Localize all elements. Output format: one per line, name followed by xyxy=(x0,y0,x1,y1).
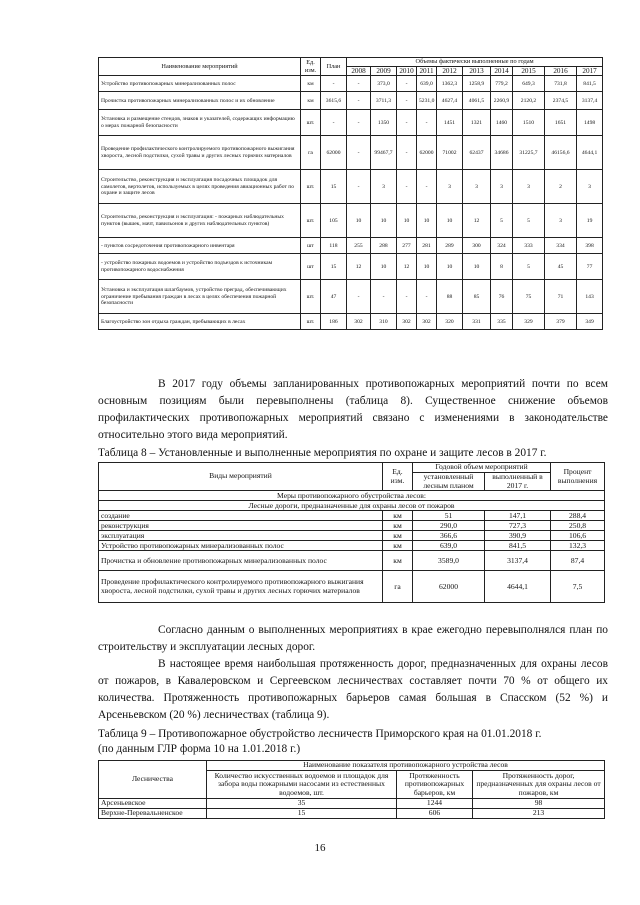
year-value: 289 xyxy=(437,238,463,254)
measure-name: Установка и эксплуатация шлагбаумов, устройство преград, обеспечивающих ограничение пребывания граждан в лесах в целях обеспечения пожарной безопасности xyxy=(99,280,301,314)
measure-plan: 47 xyxy=(321,280,347,314)
year-value: 12 xyxy=(397,254,417,280)
forestry-barriers: 606 xyxy=(397,809,473,819)
year-value: 5 xyxy=(513,204,545,238)
activity-set: 366,6 xyxy=(413,531,485,541)
table-row xyxy=(99,521,605,531)
year-value: 71 xyxy=(545,280,577,314)
year-value: 334 xyxy=(545,238,577,254)
year-value: 5231,0 xyxy=(417,92,437,110)
activity-done: 147,1 xyxy=(485,511,551,521)
year-value: 324 xyxy=(491,238,513,254)
year-value: 45 xyxy=(545,254,577,280)
year-value: 10 xyxy=(437,254,463,280)
year-value: 2120,2 xyxy=(513,92,545,110)
year-value: 1451 xyxy=(437,110,463,136)
year-value: - xyxy=(347,280,371,314)
measure-unit: шт xyxy=(301,254,321,280)
year-value: 8 xyxy=(491,254,513,280)
year-value: 2374,5 xyxy=(545,92,577,110)
t8-header-name: Виды мероприятий xyxy=(99,463,383,491)
table-row xyxy=(99,238,603,254)
table-9-caption: Таблица 9 – Противопожарное обустройство лесничеств Приморского края на 01.01.2018 г. xyxy=(98,728,542,740)
activity-unit: км xyxy=(383,551,413,571)
paragraph-roads-plan: Согласно данным о выполненных мероприятиях в крае ежегодно перевыполнялся план по строительству и эксплуатации лесных дорог. xyxy=(98,624,608,653)
year-value: 379 xyxy=(545,314,577,330)
table-row xyxy=(99,92,603,110)
year-value: 731,8 xyxy=(545,76,577,92)
year-value: 331 xyxy=(463,314,491,330)
measure-name: Прочистка противопожарных минерализованных полос и их обновление xyxy=(99,92,301,110)
activity-percent: 250,8 xyxy=(551,521,605,531)
measure-plan: 15 xyxy=(321,170,347,204)
year-value: 302 xyxy=(417,314,437,330)
year-value: - xyxy=(347,92,371,110)
year-value: 398 xyxy=(577,238,603,254)
year-value: 19 xyxy=(577,204,603,238)
t8-header-percent: Процент выполнения xyxy=(551,463,605,491)
measure-plan: - xyxy=(321,110,347,136)
year-header: 2017 xyxy=(577,67,603,76)
header-actual: Объемы фактически выполненные по годам xyxy=(347,58,603,67)
year-value: 1651 xyxy=(545,110,577,136)
measure-plan: - xyxy=(321,76,347,92)
year-value: 62437 xyxy=(463,136,491,170)
year-value: 349 xyxy=(577,314,603,330)
forestry-roads: 213 xyxy=(473,809,605,819)
table-row xyxy=(99,571,605,603)
t9-header-forestry: Лесничества xyxy=(99,761,207,799)
year-value: - xyxy=(347,110,371,136)
activity-unit: км xyxy=(383,521,413,531)
year-header: 2011 xyxy=(417,67,437,76)
measure-unit: шт. xyxy=(301,110,321,136)
activity-done: 4644,1 xyxy=(485,571,551,603)
year-value: 3711,3 xyxy=(371,92,397,110)
year-value: 99467,7 xyxy=(371,136,397,170)
activity-percent: 288,4 xyxy=(551,511,605,521)
year-value: 277 xyxy=(397,238,417,254)
forestry-ponds: 35 xyxy=(207,799,397,809)
table-row xyxy=(99,314,603,330)
table-row xyxy=(99,511,605,521)
activity-name: создание xyxy=(99,511,383,521)
measure-plan: 186 xyxy=(321,314,347,330)
year-value: 4644,1 xyxy=(577,136,603,170)
year-value: 75 xyxy=(513,280,545,314)
year-value: 639,0 xyxy=(417,76,437,92)
activity-set: 62000 xyxy=(413,571,485,603)
measure-unit: шт. xyxy=(301,170,321,204)
year-value: 3 xyxy=(371,170,397,204)
measure-unit: шт. xyxy=(301,204,321,238)
paragraph-2017-overview: В 2017 году объемы запланированных противопожарных мероприятий почти по всем основным позициям были перевыполнены (таблица 8). Существенное снижение объемов профилактических противопожарных мероприятий связано с изменениями в законодательстве относительно этого вида мероприятий. xyxy=(98,378,608,441)
measure-unit: га xyxy=(301,136,321,170)
measure-unit: км xyxy=(301,76,321,92)
table-row xyxy=(99,799,605,809)
year-value: 320 xyxy=(437,314,463,330)
year-value: 1510 xyxy=(513,110,545,136)
year-header: 2014 xyxy=(491,67,513,76)
paragraph-road-lengths: В настоящее время наибольшая протяженность дорог, предназначенных для охраны лесов от пожаров, в Кавалеровском и Сергеевском лесничествах составляет почти 70 % от общего их количества. Протяженность противопожарных барьеров самая большая в Спасском (52 %) и Арсеньевском (20 %) лесничествах (таблица 9). xyxy=(98,658,608,721)
measure-unit: шт xyxy=(301,238,321,254)
year-value: - xyxy=(417,110,437,136)
table-8-caption: Таблица 8 – Установленные и выполненные мероприятия по охране и защите лесов в 2017 г. xyxy=(98,447,547,459)
year-value: 10 xyxy=(417,254,437,280)
activity-done: 3137,4 xyxy=(485,551,551,571)
year-value: 62000 xyxy=(417,136,437,170)
activity-name: эксплуатация xyxy=(99,531,383,541)
year-header: 2010 xyxy=(397,67,417,76)
year-value: 3 xyxy=(545,204,577,238)
year-value: 85 xyxy=(463,280,491,314)
year-value: 3 xyxy=(437,170,463,204)
measure-plan: 15 xyxy=(321,254,347,280)
year-value: 288 xyxy=(371,238,397,254)
year-value: - xyxy=(397,110,417,136)
activity-percent: 132,3 xyxy=(551,541,605,551)
t8-header-annual: Годовой объем мероприятий xyxy=(413,463,551,473)
t8-header-unit: Ед. изм. xyxy=(383,463,413,491)
table-row xyxy=(99,110,603,136)
activity-set: 3589,0 xyxy=(413,551,485,571)
year-value: - xyxy=(347,136,371,170)
table-row xyxy=(99,170,603,204)
year-value: - xyxy=(347,170,371,204)
measure-name: - устройство пожарных водоемов и устройство подъездов к источникам противопожарного водоснабжения xyxy=(99,254,301,280)
page-number: 16 xyxy=(314,842,326,854)
year-value: 10 xyxy=(371,204,397,238)
measure-name: Устройство противопожарных минерализованных полос xyxy=(99,76,301,92)
year-header: 2015 xyxy=(513,67,545,76)
year-value: 10 xyxy=(437,204,463,238)
t9-header-indicator: Наименование показателя противопожарного устройства лесов xyxy=(207,761,605,771)
year-value: 333 xyxy=(513,238,545,254)
activity-percent: 87,4 xyxy=(551,551,605,571)
measure-unit: шт. xyxy=(301,314,321,330)
forestry-ponds: 15 xyxy=(207,809,397,819)
activity-unit: км xyxy=(383,511,413,521)
table-row xyxy=(99,531,605,541)
t8-section: Меры противопожарного обустройства лесов: xyxy=(99,491,605,501)
year-value: 1350 xyxy=(371,110,397,136)
t8-subsection: Лесные дороги, предназначенные для охраны лесов от пожаров xyxy=(99,501,605,511)
measure-plan: 118 xyxy=(321,238,347,254)
t8-header-done: выполненный в 2017 г. xyxy=(485,473,551,491)
year-value: 310 xyxy=(371,314,397,330)
year-value: 88 xyxy=(437,280,463,314)
header-name: Наименование мероприятий xyxy=(99,58,301,76)
activity-done: 841,5 xyxy=(485,541,551,551)
activity-name: Устройство противопожарных минерализованных полос xyxy=(99,541,383,551)
year-value: 77 xyxy=(577,254,603,280)
forestry-name: Верхне-Перевальненское xyxy=(99,809,207,819)
year-value: 335 xyxy=(491,314,513,330)
year-value: 71002 xyxy=(437,136,463,170)
activity-unit: км xyxy=(383,531,413,541)
activity-name: Проведение профилактического контролируемого противопожарного выжигания хвороста, лесной подстилки, сухой травы и других лесных горючих материалов xyxy=(99,571,383,603)
year-header: 2013 xyxy=(463,67,491,76)
year-value: 281 xyxy=(417,238,437,254)
activity-percent: 106,6 xyxy=(551,531,605,541)
activity-set: 639,0 xyxy=(413,541,485,551)
year-value: 1321 xyxy=(463,110,491,136)
forestry-name: Арсеньевское xyxy=(99,799,207,809)
year-header: 2012 xyxy=(437,67,463,76)
activity-set: 51 xyxy=(413,511,485,521)
table-row xyxy=(99,136,603,170)
year-header: 2008 xyxy=(347,67,371,76)
measure-plan: 105 xyxy=(321,204,347,238)
year-value: 10 xyxy=(417,204,437,238)
year-value: - xyxy=(397,92,417,110)
year-value: - xyxy=(417,170,437,204)
year-value: 46156,6 xyxy=(545,136,577,170)
t9-header-barriers: Протяженность противопожарных барьеров, км xyxy=(397,771,473,799)
year-value: - xyxy=(397,170,417,204)
activity-unit: га xyxy=(383,571,413,603)
table-row xyxy=(99,809,605,819)
forest-fire-measures-by-year-table xyxy=(98,57,603,330)
activity-done: 727,3 xyxy=(485,521,551,531)
forestry-barriers: 1244 xyxy=(397,799,473,809)
year-value: 12 xyxy=(463,204,491,238)
activity-name: Прочистка и обновление противопожарных минерализованных полос xyxy=(99,551,383,571)
year-value: - xyxy=(371,280,397,314)
year-value: 31225,7 xyxy=(513,136,545,170)
measure-name: Проведение профилактического контролируемого противопожарного выжигания хвороста, лесной подстилки, сухой травы и других лесных горючих материалов xyxy=(99,136,301,170)
year-value: 3 xyxy=(491,170,513,204)
year-value: 779,2 xyxy=(491,76,513,92)
table-row xyxy=(99,76,603,92)
year-value: 5 xyxy=(491,204,513,238)
year-value: 10 xyxy=(463,254,491,280)
year-value: 10 xyxy=(347,204,371,238)
activity-set: 290,0 xyxy=(413,521,485,531)
year-value: 10 xyxy=(397,204,417,238)
activity-unit: км xyxy=(383,541,413,551)
year-value: 4061,5 xyxy=(463,92,491,110)
measure-plan: 62000 xyxy=(321,136,347,170)
year-value: 1258,9 xyxy=(463,76,491,92)
t9-header-roads: Протяженность дорог, предназначенных для охраны лесов от пожаров, км xyxy=(473,771,605,799)
year-value: 302 xyxy=(397,314,417,330)
measure-unit: км xyxy=(301,92,321,110)
year-value: 649,3 xyxy=(513,76,545,92)
measure-name: Строительство, реконструкция и эксплуатация: - пожарных наблюдательных пунктов (вышек, мачт, павильонов и других наблюдательных пунктов) xyxy=(99,204,301,238)
measure-unit: шт. xyxy=(301,280,321,314)
year-value: 1362,3 xyxy=(437,76,463,92)
year-value: 329 xyxy=(513,314,545,330)
year-value: - xyxy=(397,76,417,92)
year-value: 3137,4 xyxy=(577,92,603,110)
activity-done: 390,9 xyxy=(485,531,551,541)
year-value: - xyxy=(347,76,371,92)
header-unit: Ед. изм. xyxy=(301,58,321,76)
year-header: 2016 xyxy=(545,67,577,76)
t8-header-set: установленный лесным планом xyxy=(413,473,485,491)
year-header: 2009 xyxy=(371,67,397,76)
year-value: 10 xyxy=(371,254,397,280)
year-value: 143 xyxy=(577,280,603,314)
year-value: - xyxy=(417,280,437,314)
year-value: - xyxy=(397,136,417,170)
year-value: 841,5 xyxy=(577,76,603,92)
year-value: 1498 xyxy=(577,110,603,136)
measure-name: Строительство, реконструкция и эксплуатация посадочных площадок для самолетов, вертолетов, используемых в целях проведения авиационных работ по охране и защите лесов xyxy=(99,170,301,204)
measure-plan: 3615,6 xyxy=(321,92,347,110)
table-row xyxy=(99,204,603,238)
year-value: 302 xyxy=(347,314,371,330)
table-row xyxy=(99,280,603,314)
table-9-caption-source: (по данным ГЛР форма 10 на 1.01.2018 г.) xyxy=(98,743,301,755)
activity-percent: 7,5 xyxy=(551,571,605,603)
year-value: 4627,4 xyxy=(437,92,463,110)
year-value: 255 xyxy=(347,238,371,254)
measure-name: Благоустройство зон отдыха граждан, пребывающих в лесах xyxy=(99,314,301,330)
year-value: 2 xyxy=(545,170,577,204)
table-row xyxy=(99,254,603,280)
measure-name: - пунктов сосредоточения противопожарного инвентаря xyxy=(99,238,301,254)
year-value: 3 xyxy=(513,170,545,204)
table-row xyxy=(99,541,605,551)
year-value: 373,0 xyxy=(371,76,397,92)
planned-vs-completed-table xyxy=(98,462,605,603)
forestry-roads: 98 xyxy=(473,799,605,809)
year-value: - xyxy=(397,280,417,314)
year-value: 300 xyxy=(463,238,491,254)
forestry-fire-infrastructure-table xyxy=(98,760,605,819)
t9-header-ponds: Количество искусственных водоемов и площадок для забора воды пожарными насосами из естественных водоемов, шт. xyxy=(207,771,397,799)
year-value: 5 xyxy=(513,254,545,280)
year-value: 1460 xyxy=(491,110,513,136)
measure-name: Установка и размещение стендов, знаков и указателей, содержащих информацию о мерах пожарной безопасности xyxy=(99,110,301,136)
year-value: 3 xyxy=(577,170,603,204)
activity-name: реконструкция xyxy=(99,521,383,531)
header-plan: План xyxy=(321,58,347,76)
year-value: 34686 xyxy=(491,136,513,170)
year-value: 12 xyxy=(347,254,371,280)
year-value: 3 xyxy=(463,170,491,204)
table-row xyxy=(99,551,605,571)
year-value: 76 xyxy=(491,280,513,314)
year-value: 2260,9 xyxy=(491,92,513,110)
